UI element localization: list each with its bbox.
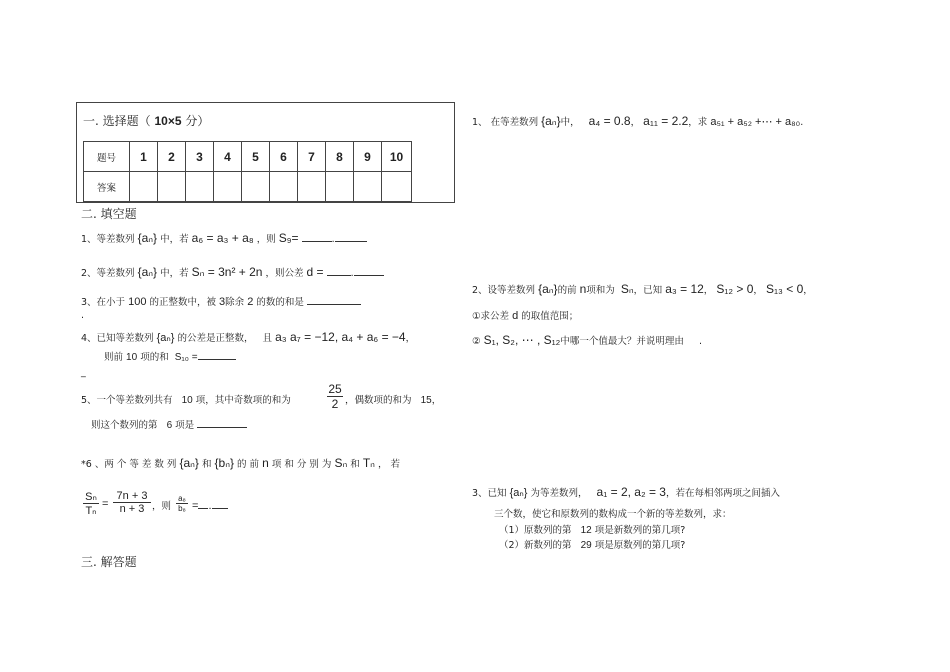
q2-mid: 中，若 xyxy=(160,268,189,279)
answer-cell[interactable] xyxy=(214,172,242,202)
table-header-number: 题号 xyxy=(84,142,130,172)
p1-pre: 1、 在等差数列 xyxy=(472,117,539,128)
q2-post: ，则公差 xyxy=(265,268,304,279)
p2-pre: 2、设等差数列 xyxy=(472,285,536,296)
q4-line1: 4、已知等差数列 xyxy=(81,333,154,344)
p3-sub2-post: 项是原数列的第几项? xyxy=(594,540,686,551)
problem-1 xyxy=(472,114,803,128)
q1-target: S₉= xyxy=(278,231,299,245)
q6-equals: = xyxy=(102,498,109,510)
q3-blank[interactable] xyxy=(307,294,361,305)
fill-question-3 xyxy=(81,294,361,308)
q5-blank[interactable] xyxy=(197,417,247,428)
q6-and2: 和 xyxy=(350,459,360,470)
answer-cell[interactable] xyxy=(326,172,354,202)
problem-3-sub1 xyxy=(499,522,685,536)
p2-mid3: ，已知 xyxy=(633,285,663,296)
p2-sub1-var: d xyxy=(512,310,519,322)
q6-s: Sₙ xyxy=(334,456,348,470)
q4-comma: ， xyxy=(405,333,416,344)
p2-seq: {aₙ} xyxy=(538,282,558,296)
q3-n2: 3 xyxy=(219,296,226,308)
q6-q-fraction xyxy=(176,494,188,513)
q5-line2-post: 项是 xyxy=(175,420,195,431)
q6-blank-2[interactable] xyxy=(212,498,228,509)
fill-question-5-tail xyxy=(345,392,441,406)
answer-cell[interactable] xyxy=(270,172,298,202)
q6-dot: . xyxy=(208,500,212,512)
q6-lhs-num: Sₙ xyxy=(85,491,97,503)
p2-sep-2: ， xyxy=(753,285,763,296)
p3-condition: a₁ = 2, a₂ = 3 xyxy=(596,485,666,499)
q6-then: ，则 xyxy=(152,501,172,512)
p2-cond1: a₃ = 12 xyxy=(665,282,704,296)
q6-equals-2 xyxy=(192,498,228,512)
table-row-answers xyxy=(84,172,412,202)
problem-3 xyxy=(472,485,780,499)
p2-sub2-expr: S₁, S₂, ⋯ , S₁₂ xyxy=(483,333,561,347)
fill-question-5-line2 xyxy=(91,417,247,431)
table-cell-num: 9 xyxy=(354,142,382,172)
q3-n3: 2 xyxy=(247,296,254,308)
p3-sub1-pre: （1）原数列的第 xyxy=(499,525,572,536)
p2-s: Sₙ xyxy=(620,282,634,296)
p2-sep: ， xyxy=(703,285,714,296)
answer-cell[interactable] xyxy=(354,172,382,202)
q6-text: 项 和 分 别 为 xyxy=(271,459,332,470)
q3-text4: 的数的和是 xyxy=(256,297,304,308)
q2-condition: Sₙ = 3n² + 2n xyxy=(191,265,263,279)
q2-prefix: 2、等差数列 xyxy=(81,268,135,279)
problem-2 xyxy=(472,282,813,296)
q6-line1: *6 、两 个 等 差 数 列 xyxy=(81,459,177,470)
q5-n: 10 xyxy=(181,395,193,406)
table-row-numbers xyxy=(84,142,412,172)
q4-line2-pre: 则前 xyxy=(104,352,124,363)
p2-sub1-pre: ①求公差 xyxy=(472,311,510,322)
q6-blank[interactable] xyxy=(198,498,208,509)
q2-blank[interactable] xyxy=(327,265,351,276)
p2-cond2: S₁₂ > 0 xyxy=(716,282,754,296)
section2-title: 二. 填空题 xyxy=(81,207,137,221)
q4-condition: a₃ a₇ = −12, a₄ + a₆ = −4 xyxy=(275,330,406,344)
table-cell-num: 5 xyxy=(242,142,270,172)
q5-line1-pre: 5、一个等差数列共有 xyxy=(81,395,173,406)
q6-mid: 的 前 xyxy=(237,459,260,470)
section1-title xyxy=(83,112,209,129)
section1-unit: 分） xyxy=(185,114,210,128)
q4-text2: 的公差是正整数， xyxy=(177,333,254,344)
p1-cond2: a₁₁ = 2.2 xyxy=(643,114,689,128)
q5-line1-post: ，偶数项的和为 xyxy=(345,395,412,406)
table-header-answer: 答案 xyxy=(84,172,130,202)
p3-sub2-n: 29 xyxy=(580,540,592,551)
p1-mid: 中， xyxy=(560,117,580,128)
q5-k: 6 xyxy=(166,420,173,431)
fill-question-6 xyxy=(81,456,400,470)
table-cell-num: 2 xyxy=(158,142,186,172)
q5-even-sum: 15 xyxy=(420,395,432,406)
q6-t: Tₙ xyxy=(362,456,375,470)
answer-table xyxy=(83,141,412,202)
q6-q-num: a₈ xyxy=(178,494,186,503)
q3-text2: 的正整数中，被 xyxy=(149,297,216,308)
p2-sub1-post: 的取值范围； xyxy=(521,311,579,322)
fill-question-4 xyxy=(81,330,415,344)
table-cell-num: 4 xyxy=(214,142,242,172)
p1-end: . xyxy=(800,117,804,128)
p2-mid: 的前 xyxy=(557,285,577,296)
fill-question-4-line2 xyxy=(104,349,236,363)
q6-rhs-fraction xyxy=(113,490,151,515)
q6-lhs-den: Tₙ xyxy=(83,503,99,517)
q6-and: 和 xyxy=(201,459,212,470)
problem-3-sub2 xyxy=(499,537,685,551)
p3-sub2-pre: （2）新数列的第 xyxy=(499,540,572,551)
fill-question-1 xyxy=(81,231,367,245)
p2-n: n xyxy=(579,282,587,296)
p1-seq: {aₙ} xyxy=(541,114,561,128)
p2-mid2: 项和为 xyxy=(586,285,615,296)
q3-text1: 3、在小于 xyxy=(81,297,126,308)
q1-blank[interactable] xyxy=(302,231,332,242)
q4-target: S₁₀ = xyxy=(174,352,198,363)
q6-rhs-den: n + 3 xyxy=(113,502,151,515)
p3-sub1-post: 项是新数列的第几项? xyxy=(594,525,686,536)
q6-seq-b: {bₙ} xyxy=(214,456,234,470)
p3-mid: 为等差数列， xyxy=(530,488,588,499)
q2-seq: {aₙ} xyxy=(137,265,158,279)
p2-sub2-end: . xyxy=(698,336,702,347)
q5-line1-mid: 项，其中奇数项的和为 xyxy=(195,395,291,406)
q6-post: ， 若 xyxy=(377,459,400,470)
table-cell-num: 3 xyxy=(186,142,214,172)
fill-question-2 xyxy=(81,265,384,279)
q6-lhs-fraction xyxy=(83,490,99,517)
section1-score: 10×5 xyxy=(154,114,182,128)
p1-ask: ，求 xyxy=(688,117,708,128)
p1-sep: ， xyxy=(630,117,641,128)
p3-seq: {aₙ} xyxy=(509,487,528,499)
q5-line2-pre: 则这个数列的第 xyxy=(91,420,158,431)
q2-target: d = xyxy=(306,265,324,279)
problem-3-line2: 三个数，使它和原数列的数构成一个新的等差数列，求： xyxy=(494,509,732,520)
q3-n1: 100 xyxy=(128,296,147,308)
answer-cell[interactable] xyxy=(298,172,326,202)
section3-title: 三. 解答题 xyxy=(81,555,137,569)
table-cell-num: 6 xyxy=(270,142,298,172)
q6-eq2: = xyxy=(192,500,199,512)
table-cell-num: 7 xyxy=(298,142,326,172)
problem-2-sub1 xyxy=(472,308,578,322)
q2-dot: . xyxy=(350,268,354,279)
q5-frac-den: 2 xyxy=(327,396,343,411)
q4-n: 10 xyxy=(126,352,138,363)
q1-seq: {aₙ} xyxy=(137,231,158,245)
table-cell-num: 1 xyxy=(130,142,158,172)
answer-cell[interactable] xyxy=(158,172,186,202)
q4-blank[interactable] xyxy=(198,349,236,360)
problem-2-sub2 xyxy=(472,333,702,347)
q1-post: ，则 xyxy=(256,234,276,245)
q1-dot: . xyxy=(331,234,335,245)
q4-text3: 且 xyxy=(262,333,273,344)
table-cell-num: 10 xyxy=(382,142,412,172)
q1-condition: a₆ = a₃ + a₈ xyxy=(191,231,254,245)
q4-line2-mid: 项的和 xyxy=(140,352,169,363)
q1-mid: 中，若 xyxy=(160,234,189,245)
p3-post: ，若在每相邻两项之间插入 xyxy=(665,488,780,499)
answer-cell[interactable] xyxy=(130,172,158,202)
section1-title-text: 一. 选择题（ xyxy=(83,114,151,128)
p3-sub1-n: 12 xyxy=(580,525,592,536)
q6-q-den: b₈ xyxy=(176,503,188,513)
p2-sub2-post: 中哪一个值最大？并说明理由 xyxy=(560,336,684,347)
q6-n: n xyxy=(262,456,269,470)
q2-blank-2[interactable] xyxy=(354,265,384,276)
p2-cond3: S₁₃ < 0 xyxy=(765,282,804,296)
answer-cell[interactable] xyxy=(186,172,214,202)
q1-blank-2[interactable] xyxy=(335,231,367,242)
table-cell-num: 8 xyxy=(326,142,354,172)
q5-fraction xyxy=(327,382,343,411)
q6-rhs-num: 7n + 3 xyxy=(116,490,148,502)
fill-question-5 xyxy=(81,392,291,406)
q4-after: _ xyxy=(81,367,86,378)
q5-frac-num: 25 xyxy=(328,382,342,396)
p1-expression: a₅₁ + a₅₂ +⋯ + a₈₀ xyxy=(710,116,801,128)
q3-text3: 除余 xyxy=(225,297,245,308)
q6-seq-a: {aₙ} xyxy=(179,456,199,470)
p1-cond1: a₄ = 0.8 xyxy=(588,114,631,128)
q3-after: . xyxy=(81,310,85,321)
answer-cell[interactable] xyxy=(382,172,412,202)
p3-pre: 3、已知 xyxy=(472,488,507,499)
p2-end: ， xyxy=(803,285,813,296)
q4-seq: {aₙ} xyxy=(156,332,175,344)
q5-comma: ， xyxy=(431,395,442,406)
p2-sub2-pre: ② xyxy=(472,336,481,347)
q1-prefix: 1、等差数列 xyxy=(81,234,135,245)
answer-cell[interactable] xyxy=(242,172,270,202)
